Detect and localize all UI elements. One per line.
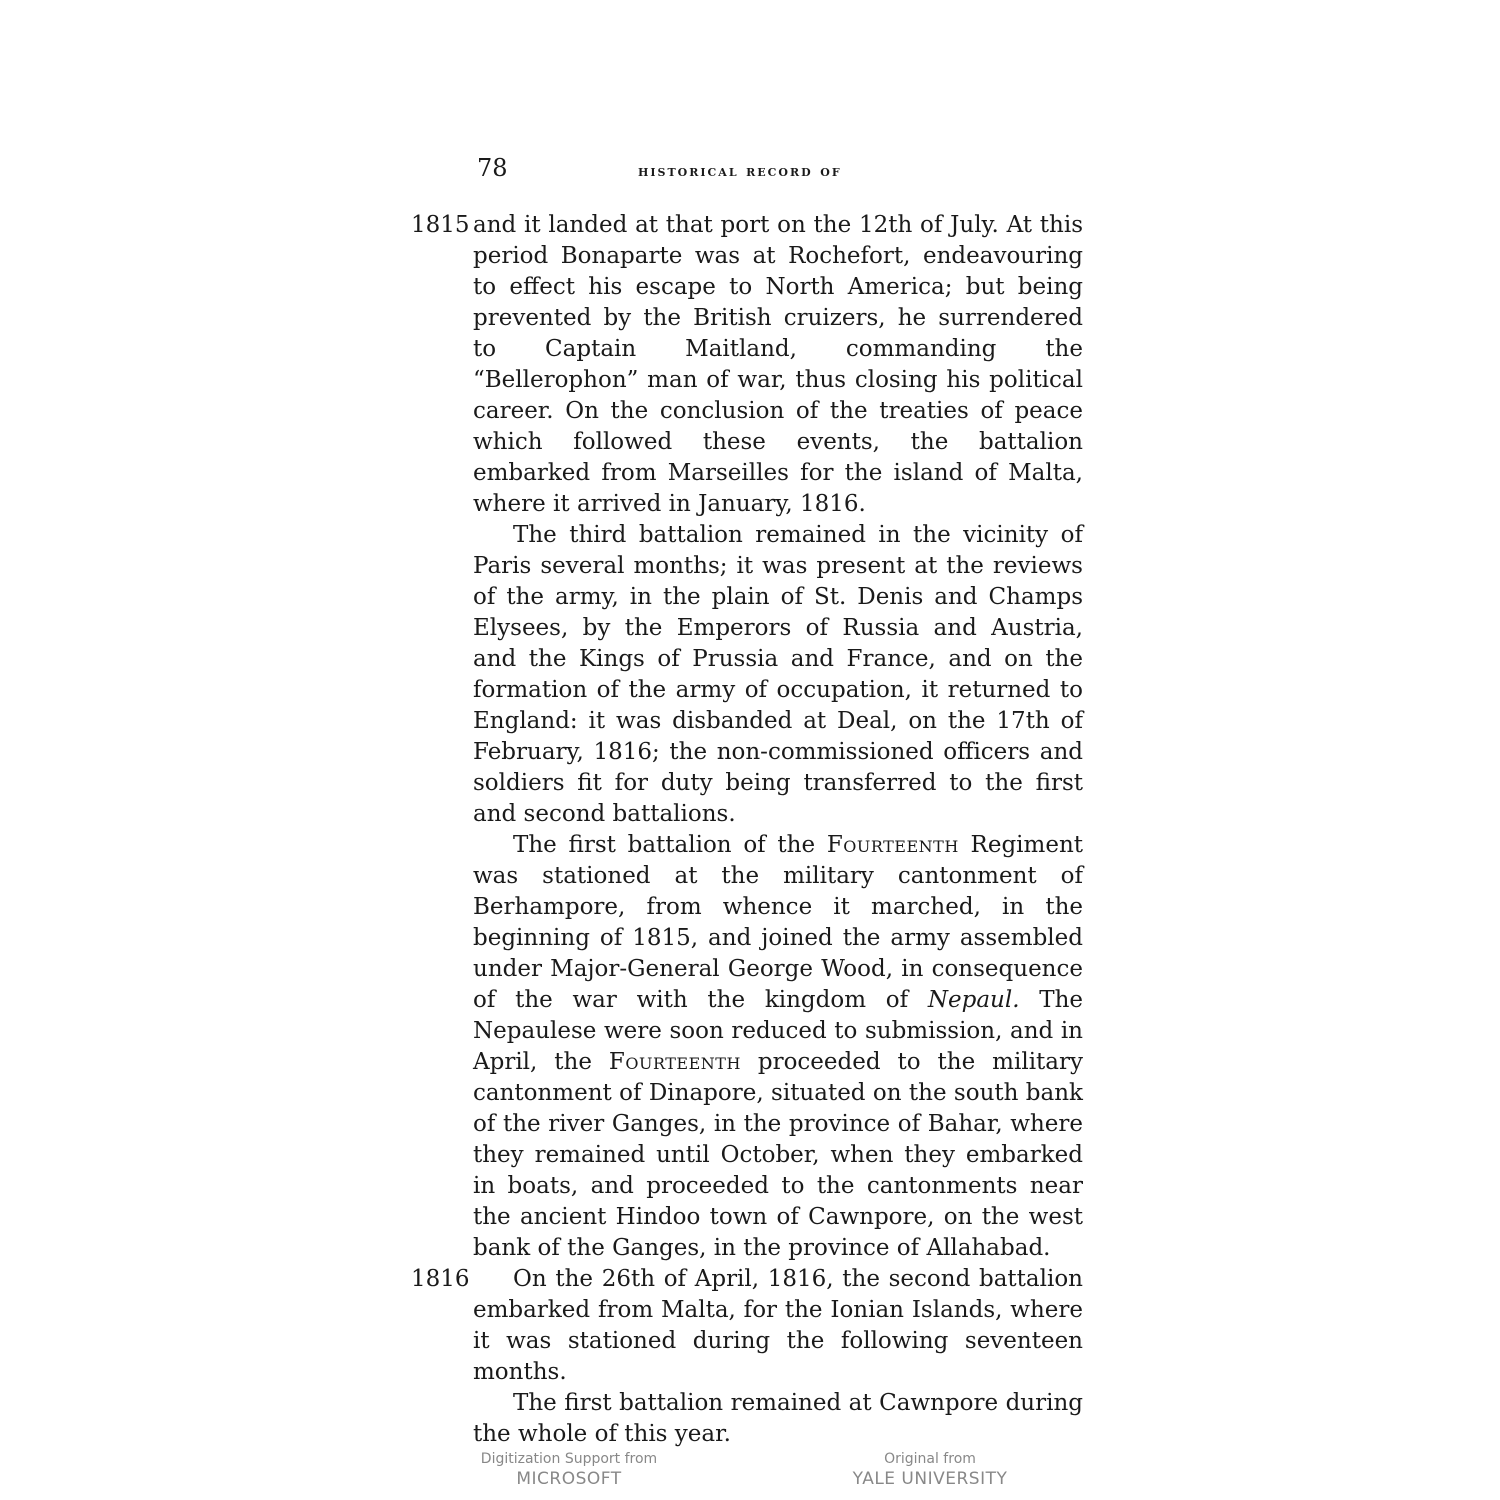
digitization-credit [469,1450,669,1490]
regiment-name: Fourteenth [608,1049,741,1075]
place-name-nepaul: Nepaul. [927,987,1020,1013]
original-source: YALE UNIVERSITY [852,1469,1008,1489]
paragraph-1: and it landed at that port on the 12th of July. At this period Bonaparte was at Rochefort, endeavouring to effect his escape to North America; but being prevented by the British cruizers, he surrendered to Captain Maitland, commanding the “Bellerophon” man of war, thus closing his political career. On the conclusion of the treaties of peace which followed these events, the battalion embarked from Marseilles for the island of Malta, where it arrived in January, 1816. [473,212,1083,517]
original-label: Original from [884,1451,976,1467]
margin-year-1815: 1815 [411,212,470,238]
paragraph-2: The third battalion remained in the vicinity of Paris several months; it was present at the reviews of the army, in the plain of St. Denis and Champs Elysees, by the Emperors of Russia and Austria, and the Kings of Prussia and France, and on the formation of the army of occupation, it returned to England: it was disbanded at Deal, on the 17th of February, 1816; the non-commissioned officers and soldiers fit for duty being transferred to the first and second battalions. [473,522,1083,827]
digitization-label: Digitization Support from [480,1451,658,1467]
book-page [411,150,1084,1450]
paragraph-3 [473,830,1083,1264]
margin-year-1816: 1816 [411,1266,470,1292]
running-title: historical record of [638,161,842,180]
text-body [411,210,1084,1450]
paragraph-5: The first battalion remained at Cawnpore during the whole of this year. [473,1390,1083,1447]
paragraph-3-part-b: Regiment was stationed at the military cantonment of Berhampore, from whence it marched, in the beginning of 1815, and joined the army assembled under Major-General George Wood, in consequence of the war with the kingdom of [473,832,1084,1013]
digitization-sponsor: MICROSOFT [516,1469,622,1489]
regiment-name: Fourteenth [826,832,959,858]
page-number: 78 [477,154,508,182]
paragraph-3-part-d: proceeded to the military cantonment of Dinapore, situated on the south bank of the river Ganges, in the province of Bahar, where they remained until October, when they embarked in boats, and proceeded to the cantonments near the ancient Hindoo town of Cawnpore, on the west bank of the Ganges, in the province of Allahabad. [473,1049,1083,1261]
paragraph-4: On the 26th of April, 1816, the second battalion embarked from Malta, for the Ionian Islands, where it was stationed during the following seventeen months. [473,1266,1083,1385]
paragraph-4-block [411,1264,1083,1388]
running-head [473,150,1083,190]
original-source-credit [830,1450,1030,1490]
paragraph-3-part-c: The Nepaulese were soon reduced to submission, and in April, the [473,987,1084,1075]
paragraph-3-part-a: The first battalion of the [513,832,827,858]
